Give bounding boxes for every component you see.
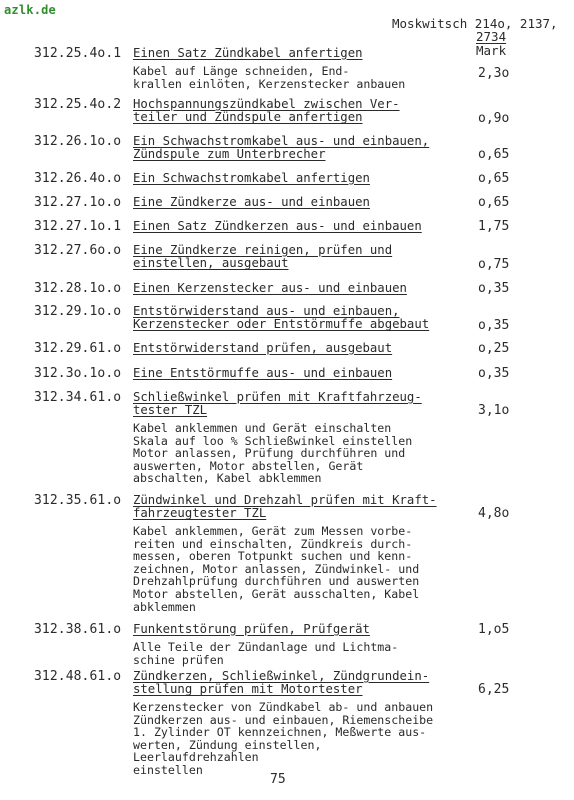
entry-price: o,65 [478, 195, 510, 210]
entry-price: 3,1o [478, 403, 510, 418]
entry-code: 312.26.4o.o [34, 171, 122, 186]
entry-code: 312.27.1o.1 [34, 219, 122, 234]
entry-title: Einen Satz Zündkabel anfertigen [133, 46, 363, 60]
entry-price: o,75 [478, 257, 510, 272]
entry-price: 1,o5 [478, 622, 510, 637]
entry-code: 312.28.1o.o [34, 281, 122, 296]
entry-title: Funkentstörung prüfen, Prüfgerät [133, 622, 370, 636]
entry-title: Einen Satz Zündkerzen aus- und einbauen [133, 219, 422, 233]
entry-price: o,65 [478, 171, 510, 186]
entry-code: 312.26.1o.o [34, 134, 122, 149]
header-price-unit: Mark [476, 43, 507, 58]
entry-price: 4,8o [478, 506, 510, 521]
entry-code: 312.25.4o.2 [34, 97, 122, 112]
entry-code: 312.3o.1o.o [34, 366, 122, 381]
entry-price: 1,75 [478, 219, 510, 234]
entry-title: Entstörwiderstand prüfen, ausgebaut [133, 341, 393, 355]
entry-price: o,65 [478, 147, 510, 162]
entry-price: 2,3o [478, 66, 510, 81]
entry-code: 312.29.1o.o [34, 304, 122, 319]
entry-code: 312.38.61.o [34, 622, 122, 637]
entry-price: o,35 [478, 366, 510, 381]
entry-code: 312.27.1o.o [34, 195, 122, 210]
entry-code: 312.48.61.o [34, 669, 122, 684]
entry-description: Kabel anklemmen und Gerät einschalten Skala auf loo % Schließwinkel einstellen Motor anlassen, Prüfung durchführen und auswerten, Motor abstellen, Gerät abschalten, Kabel abklemmen [133, 421, 413, 486]
entry-title: Ein Schwachstromkabel anfertigen [133, 171, 370, 185]
entry-title: Hochspannungszündkabel zwischen Ver- teiler und Zündspule anfertigen [133, 97, 400, 125]
entry-title: Eine Zündkerze reinigen, prüfen und einstellen, ausgebaut [133, 243, 393, 271]
header-model-number: 2734 [476, 29, 507, 44]
entry-code: 312.27.6o.o [34, 243, 122, 258]
page-number: 75 [270, 772, 286, 787]
entry-code: 312.29.61.o [34, 341, 122, 356]
entry-code: 312.35.61.o [34, 493, 122, 508]
entry-description: Kabel auf Länge schneiden, End- krallen einlöten, Kerzenstecker anbauen [133, 64, 406, 91]
entry-code: 312.34.61.o [34, 390, 122, 405]
entry-title: Eine Entstörmuffe aus- und einbauen [133, 366, 393, 380]
entry-description: Kerzenstecker von Zündkabel ab- und anbauen Zündkerzen aus- und einbauen, Riemenscheibe 1. Zylinder OT kennzeichnen, Meßwerte aus- werten, Zündung einstellen, Leerlaufdrehzahlen einstellen [133, 700, 434, 777]
entry-code: 312.25.4o.1 [34, 46, 122, 61]
entry-title: Eine Zündkerze aus- und einbauen [133, 195, 370, 209]
entry-description: Alle Teile der Zündanlage und Lichtma- schine prüfen [133, 640, 399, 667]
entry-title: Einen Kerzenstecker aus- und einbauen [133, 281, 407, 295]
entry-title: Schließwinkel prüfen mit Kraftfahrzeug- tester TZL [133, 390, 422, 418]
entry-title: Zündkerzen, Schließwinkel, Zündgrundein- stellung prüfen mit Motortester [133, 669, 430, 697]
entry-price: o,9o [478, 111, 510, 126]
entry-title: Entstörwiderstand aus- und einbauen, Kerzenstecker oder Entstörmuffe abgebaut [133, 304, 430, 332]
entry-price: o,35 [478, 281, 510, 296]
entry-description: Kabel anklemmen, Gerät zum Messen vorbe- reiten und einschalten, Zündkreis durch- messen, oberen Totpunkt suchen und kenn- zeichnen, Motor anlassen, Zündwinkel- und Drehzahlprüfung durchführen und auswerten Motor abstellen, Gerät ausschalten, Kabel abklemmen [133, 524, 420, 614]
entry-price: o,25 [478, 341, 510, 356]
entry-title: Zündwinkel und Drehzahl prüfen mit Kraft- fahrzeugtester TZL [133, 493, 437, 521]
header-model: Moskwitsch 214o, 2137, [392, 16, 558, 31]
entry-title: Ein Schwachstromkabel aus- und einbauen, Zündspule zum Unterbrecher [133, 134, 430, 162]
entry-price: 6,25 [478, 682, 510, 697]
entry-price: o,35 [478, 318, 510, 333]
site-watermark: azlk.de [4, 3, 56, 17]
